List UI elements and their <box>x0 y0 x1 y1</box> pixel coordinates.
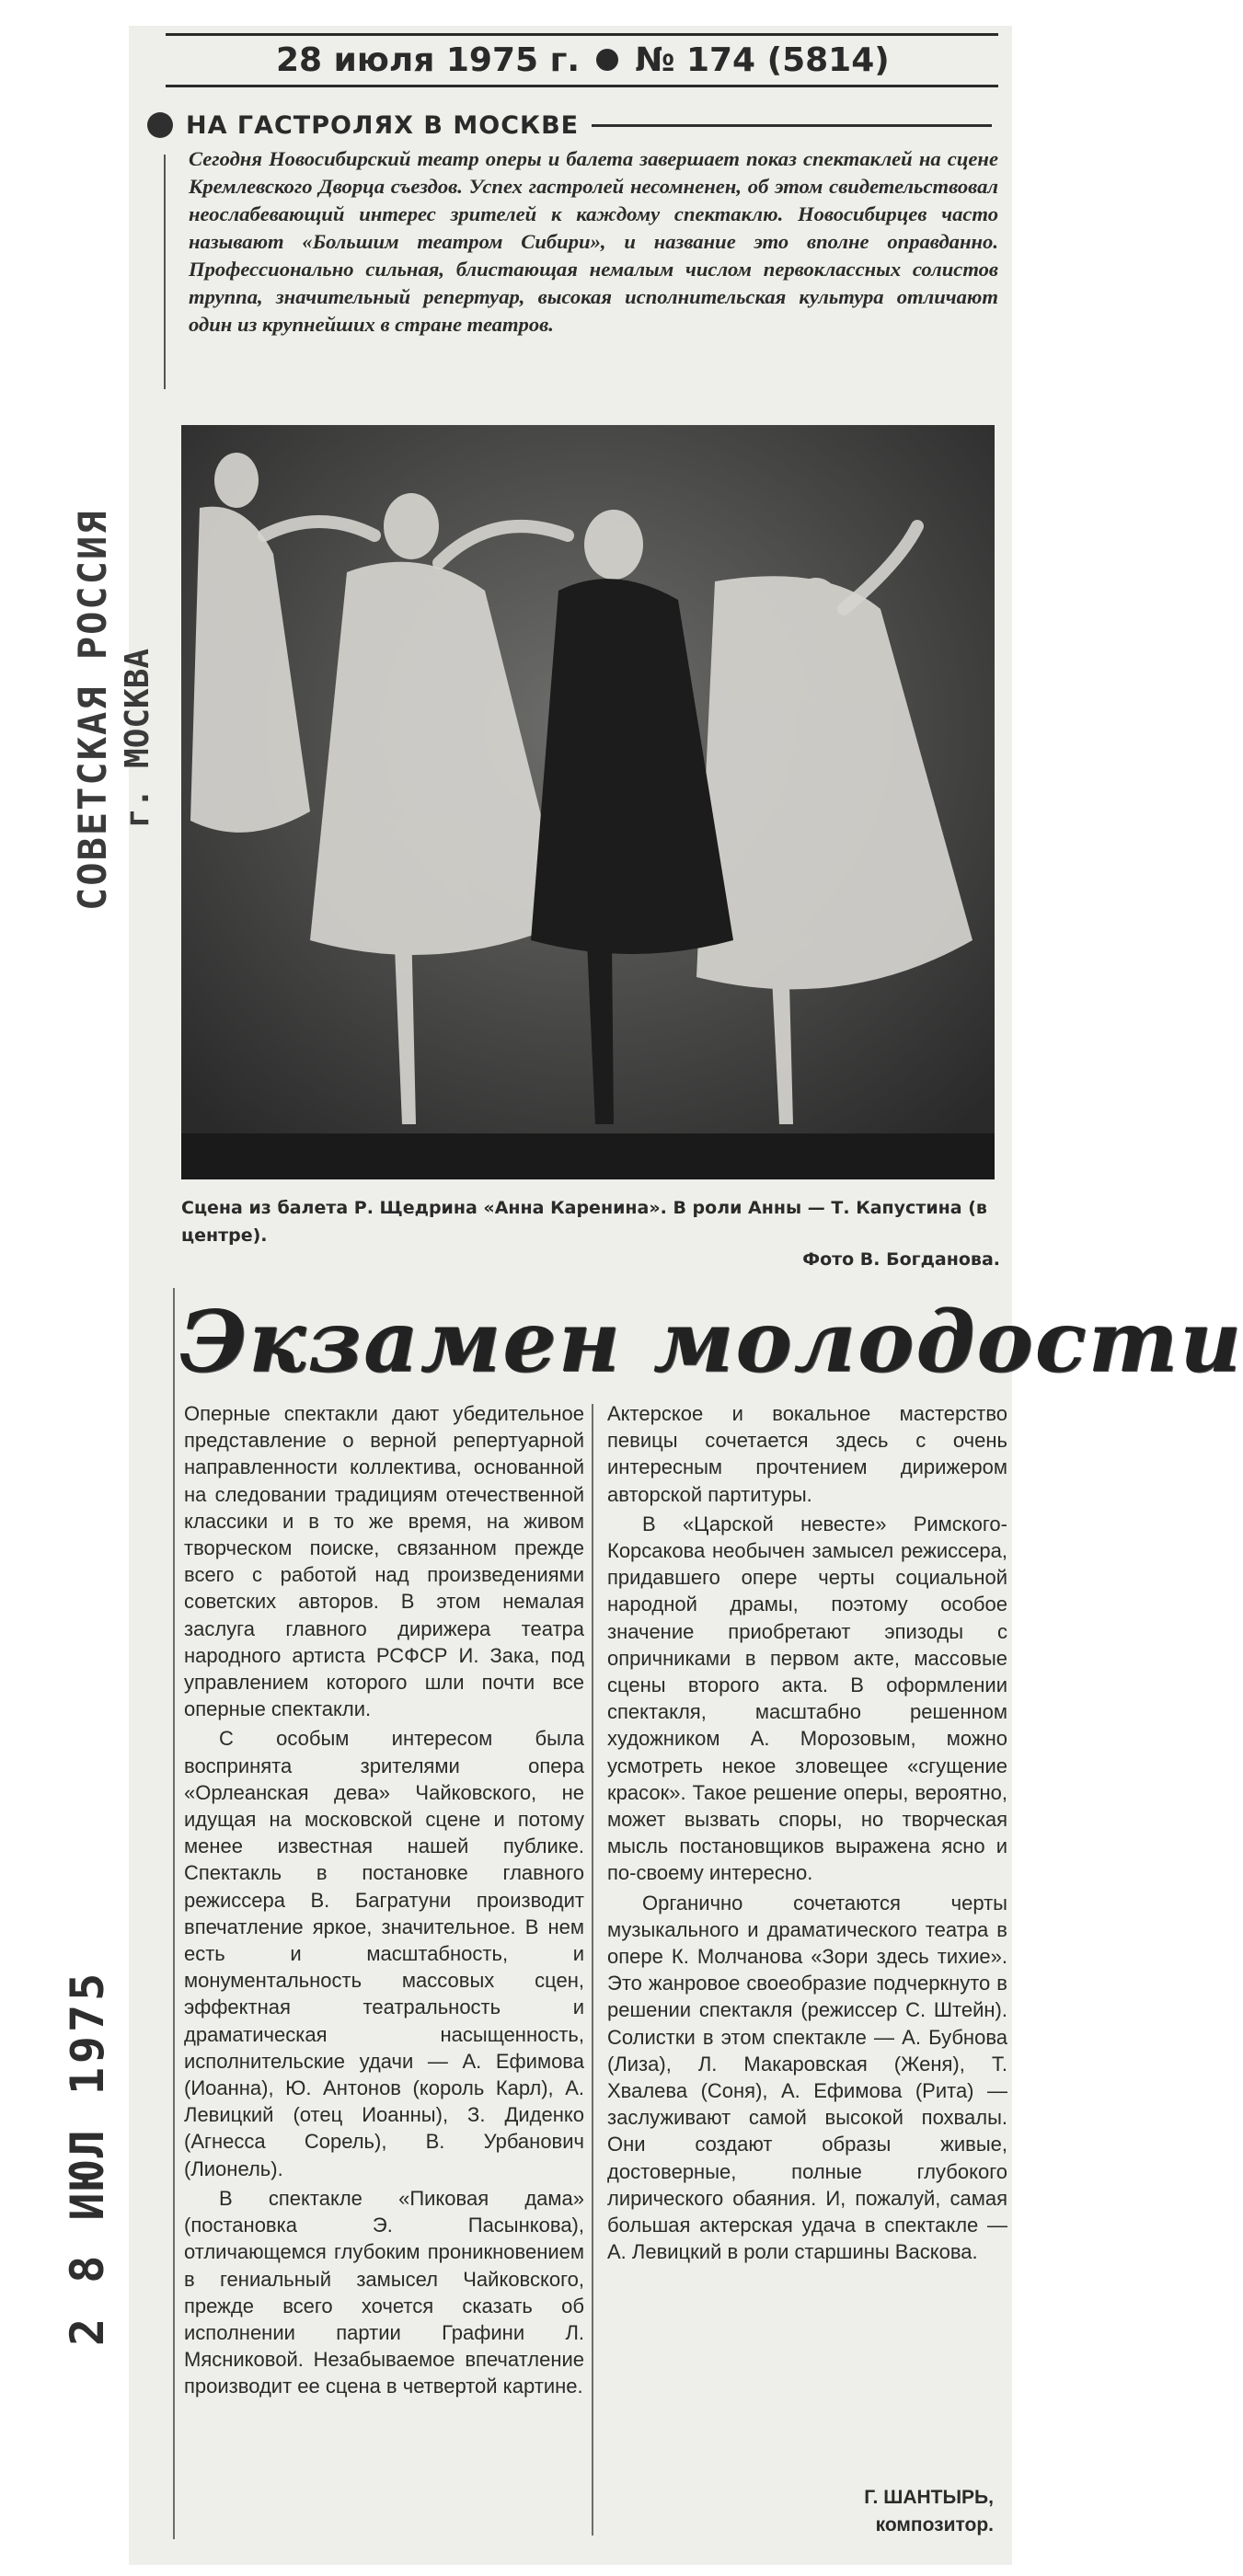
bullet-icon <box>147 112 173 138</box>
lead-side-rule <box>164 155 166 389</box>
section-heading <box>147 106 1012 144</box>
section-title: НА ГАСТРОЛЯХ В МОСКВЕ <box>186 110 580 140</box>
caption-text: Сцена из балета Р. Щедрина «Анна Каренина». В роли Анны — Т. Капустина (в центре). <box>181 1198 987 1246</box>
bullet-icon <box>596 49 618 71</box>
ballet-photo <box>181 425 995 1179</box>
photo-credit: Фото В. Богданова. <box>802 1249 1000 1270</box>
author-name: Г. ШАНТЫРЬ, <box>864 2487 994 2508</box>
article-paragraph: Актерское и вокальное мастерство певицы сочетается здесь с очень интересным прочтением дирижером авторской партитуры. <box>607 1402 1007 1506</box>
issue-number: № 174 (5814) <box>635 40 890 79</box>
article-column-right <box>607 1400 1007 2504</box>
issue-date: 28 июля 1975 г. <box>276 40 581 79</box>
article-headline: Экзамен молодости <box>179 1292 1243 1391</box>
section-rule <box>592 124 992 127</box>
stamp-city: г. МОСКВА <box>119 648 156 828</box>
article-column-left <box>184 1400 584 2534</box>
column-divider <box>592 1404 593 2536</box>
stamp-paper-name: СОВЕТСКАЯ РОССИЯ <box>70 509 115 911</box>
article-paragraph: С особым интересом была воспринята зрителями опера «Орлеанская дева» Чайковского, не идущая на московской сцене и потому менее известная нашей публике. Спектакль в постановке главного режиссера В. Багратуни производит впечатление яркое, значительное. В нем есть и масштабность, и монументальность массовых сцен, эффектная театральность и драматическая насыщенность, исполнительские удачи — А. Ефимова (Иоанна), Ю. Антонов (король Карл), А. Левицкий (отец Иоанны), З. Диденко (Агнесса Сорель), В. Урбанович (Лионель). <box>184 1727 584 2180</box>
dateline <box>276 37 1003 83</box>
newspaper-stamp <box>69 509 179 911</box>
date-stamp: 2 8 ИЮЛ 1975 <box>61 1969 114 2346</box>
article-paragraph: В спектакле «Пиковая дама» (постановка Э. Пасынкова), отличающемся глубоким проникновением в гениальный замысел Чайковского, прежде всего хочется сказать об исполнении партии Графини Л. Мясниковой. Незабываемое впечатление производит ее сцена в четвертой картине. <box>184 2186 584 2398</box>
header-rule-bottom <box>166 85 998 87</box>
article-paragraph: Оперные спектакли дают убедительное представление о верной репертуарной направленности коллектива, основанной на следовании традициям отечественной классики и в то же время, на живом творческом поиске, связанном прежде всего с работой над произведениями советских авторов. В этом немалая заслуга главного дирижера театра народного артиста РСФСР И. Зака, под управлением которого шли почти все оперные спектакли. <box>184 1402 584 1721</box>
lead-paragraph: Сегодня Новосибирский театр оперы и балета завершает показ спектаклей на сцене Кремлевского Дворца съездов. Успех гастролей несомненен, об этом свидетельствовал неослабевающий интерес зрителей к каждому спектаклю. Новосибирцев часто называют «Большим театром Сибири», и название это вполне оправданно. Профессионально сильная, блистающая немалым числом первоклассных солистов труппа, значительный репертуар, высокая исполнительская культура отличают один из крупнейших в стране театров. <box>189 147 998 336</box>
article-paragraph: В «Царской невесте» Римского-Корсакова необычен замысел режиссера, придавшего опере черты социальной народной драмы, поэтому особое значение приобретают эпизоды с опричниками в первом акте, массовые сцены второго акта. В оформлении спектакля, масштабно решенном художником А. Морозовым, можно усмотреть некое зловещее «сгущение красок». Такое решение оперы, вероятно, может вызвать споры, но творческая мысль постановщиков выражена ясно и по-своему интересно. <box>607 1512 1007 1885</box>
author-role: композитор. <box>875 2514 994 2536</box>
article-paragraph: Органично сочетаются черты музыкального и драматического театра в опере К. Молчанова «Зори здесь тихие». Это жанровое своеобразие подчеркнуто в решении спектакля (режиссер С. Штейн). Солистки в этом спектакле — А. Бубнова (Лиза), Л. Макаровская (Женя), Т. Хвалева (Соня), А. Ефимова (Рита) — заслуживают самой высокой похвалы. Они создают образы живые, достоверные, полные глубокого лирического обаяния. И, пожалуй, самая большая актерская удача в спектакле — А. Левицкий в роли старшины Васкова. <box>607 1891 1007 2264</box>
author-signature <box>607 2484 994 2548</box>
left-column-rule <box>173 1288 175 2539</box>
header-rule-top <box>166 33 998 36</box>
photo-caption <box>181 1194 1000 1277</box>
